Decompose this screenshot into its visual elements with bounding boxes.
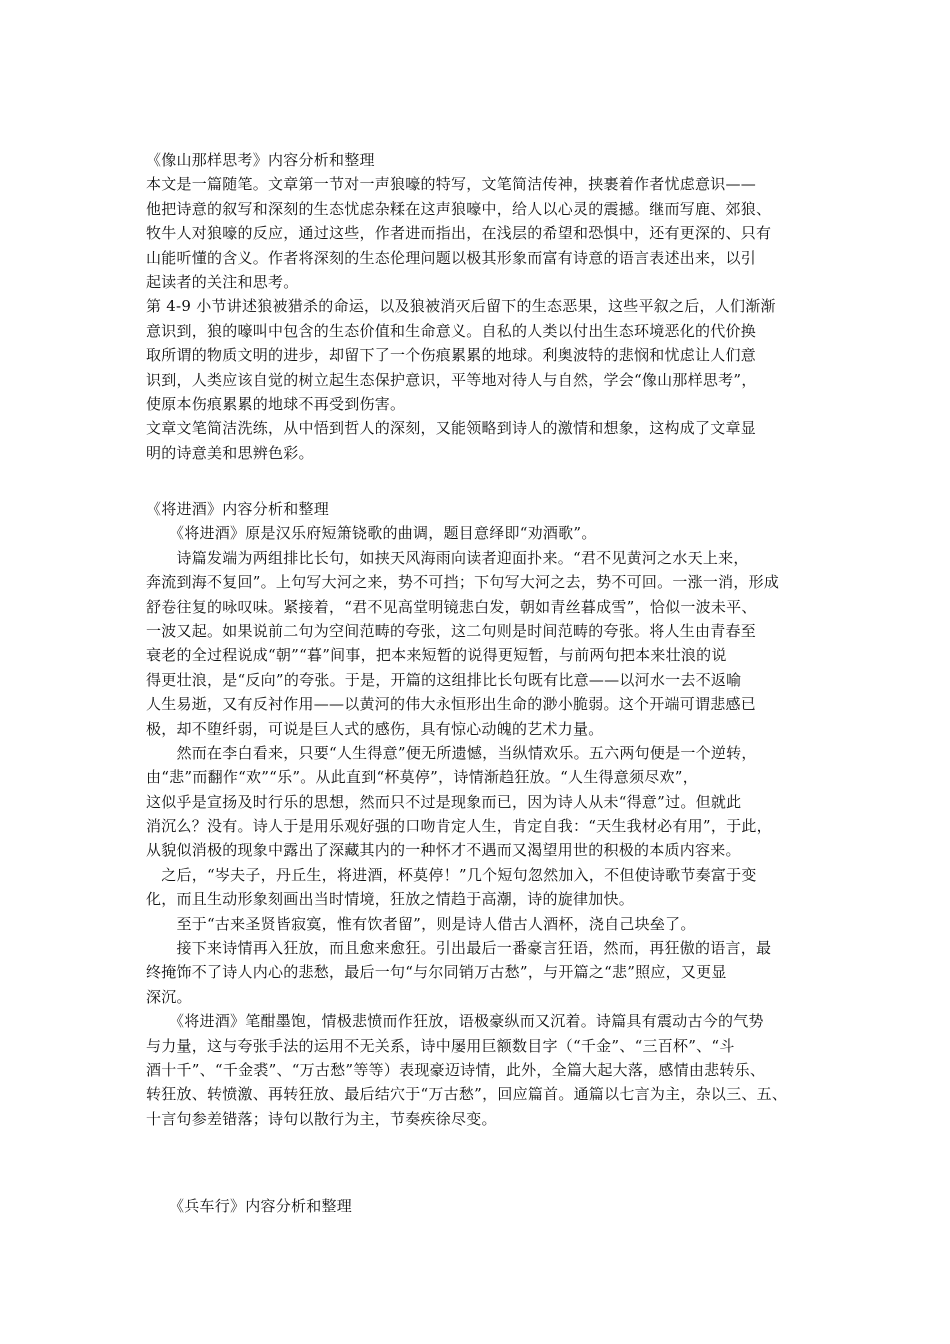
paragraph-line: 起读者的关注和思考。 [146, 272, 299, 291]
paragraph-line: 然而在李白看来，只要“人生得意”便无所遗憾，当纵情欢乐。五六两句便是一个逆转， [146, 743, 757, 762]
paragraph-line: 第 4-9 小节讲述狼被猎杀的命运，以及狼被消灭后留下的生态恶果，这些平叙之后，人们渐渐 [146, 297, 776, 316]
paragraph-line: 意识到，狼的嚎叫中包含的生态价值和生命意义。自私的人类以付出生态环境恶化的代价换 [146, 321, 757, 340]
paragraph-line: 山能听懂的含义。作者将深刻的生态伦理问题以极其形象而富有诗意的语言表述出来，以引 [146, 248, 757, 267]
paragraph-line: 衰老的全过程说成“朝”“暮”间事，把本来短暂的说得更短暂，与前两句把本来壮浪的说 [146, 646, 727, 665]
paragraph-line: 奔流到海不复回”。上句写大河之来，势不可挡；下句写大河之去，势不可回。一涨一消，形成 [146, 573, 780, 592]
section-xiang-shan [146, 148, 806, 465]
paragraph-line: 《将进酒》原是汉乐府短箫铙歌的曲调，题目意绎即“劝酒歌”。 [146, 524, 597, 543]
paragraph-line: 明的诗意美和思辨色彩。 [146, 443, 314, 462]
paragraph-line: 牧牛人对狼嚎的反应，通过这些，作者进而指出，在浅层的希望和恐惧中，还有更深的、只有 [146, 224, 772, 243]
paragraph-line: 这似乎是宣扬及时行乐的思想，然而只不过是现象而已，因为诗人从未“得意”过。但就此 [146, 792, 742, 811]
paragraph-line: 文章文笔简洁洗练，从中悟到哲人的深刻，又能领略到诗人的激情和想象，这构成了文章显 [146, 419, 757, 438]
paragraph-line: 消沉么？没有。诗人于是用乐观好强的口吻肯定人生，肯定自我：“天生我材必有用”，于此， [146, 817, 772, 836]
section-title: 《将进酒》内容分析和整理 [146, 500, 330, 518]
paragraph-line: 化，而且生动形象刻画出当时情境，狂放之情趋于高潮，诗的旋律加快。 [146, 890, 635, 909]
paragraph-line: 十言句参差错落；诗句以散行为主，节奏疾徐尽变。 [146, 1109, 497, 1128]
paragraph-line: 识到，人类应该自觉的树立起生态保护意识，平等地对待人与自然，学会“像山那样思考”， [146, 370, 757, 389]
paragraph-line: 转狂放、转愤激、再转狂放、最后结穴于“万古愁”，回应篇首。通篇以七言为主，杂以三、五、 [146, 1085, 788, 1104]
paragraph-line: 至于“古来圣贤皆寂寞，惟有饮者留”，则是诗人借古人酒杯，浇自己块垒了。 [146, 914, 696, 933]
paragraph-line: 深沉。 [146, 987, 192, 1006]
paragraph-line: 一波又起。如果说前二句为空间范畴的夸张，这二句则是时间范畴的夸张。将人生由青春至 [146, 621, 757, 640]
paragraph-line: 接下来诗情再入狂放，而且愈来愈狂。引出最后一番豪言狂语，然而，再狂傲的语言，最 [146, 939, 772, 958]
paragraph-line: 得更壮浪，是“反向”的夸张。于是，开篇的这组排比长句既有比意——以河水一去不返喻 [146, 670, 742, 689]
paragraph-line: 之后，“岑夫子，丹丘生，将进酒，杯莫停！”几个短句忽然加入，不但使诗歌节奏富于变 [146, 865, 757, 884]
paragraph-line: 《将进酒》笔酣墨饱，情极悲愤而作狂放，语极豪纵而又沉着。诗篇具有震动古今的气势 [146, 1012, 764, 1031]
paragraph-line: 酒十千”、“千金裘”、“万古愁”等等）表现豪迈诗情，此外，全篇大起大落，感情由悲转乐、 [146, 1060, 766, 1079]
paragraph-line: 他把诗意的叙写和深刻的生态忧虑杂糅在这声狼嚎中，给人以心灵的震撼。继而写鹿、郊狼、 [146, 199, 772, 218]
paragraph-line: 从貌似消极的现象中露出了深藏其内的一种怀才不遇而又渴望用世的积极的本质内容来。 [146, 841, 741, 860]
paragraph-line: 本文是一篇随笔。文章第一节对一声狼嚎的特写，文笔简洁传神，挟裹着作者忧虑意识—— [146, 175, 757, 194]
paragraph-line: 与力量，这与夸张手法的运用不无关系，诗中屡用巨额数目字（“千金”、“三百杯”、“斗 [146, 1036, 735, 1055]
paragraph-line: 极，却不堕纤弱，可说是巨人式的感伤，具有惊心动魄的艺术力量。 [146, 719, 604, 738]
section-jiang-jin-jiu [146, 497, 806, 1131]
paragraph-line: 由“悲”而翻作“欢”“乐”。从此直到“杯莫停”，诗情渐趋狂放。“人生得意须尽欢”， [146, 768, 698, 787]
section-title: 《兵车行》内容分析和整理 [146, 1197, 353, 1215]
paragraph-line: 诗篇发端为两组排比长句，如挟天风海雨向读者迎面扑来。“君不见黄河之水天上来， [146, 548, 749, 567]
paragraph-line: 使原本伤痕累累的地球不再受到伤害。 [146, 394, 406, 413]
section-bing-che-xing [146, 1194, 806, 1218]
section-title: 《像山那样思考》内容分析和整理 [146, 151, 375, 169]
paragraph-line: 人生易逝，又有反衬作用——以黄河的伟大永恒形出生命的渺小脆弱。这个开端可谓悲感已 [146, 695, 757, 714]
paragraph-line: 终掩饰不了诗人内心的悲愁，最后一句“与尔同销万古愁”，与开篇之“悲”照应，又更显 [146, 963, 727, 982]
paragraph-line: 取所谓的物质文明的进步，却留下了一个伤痕累累的地球。利奥波特的悲悯和忧虑让人们意 [146, 346, 757, 365]
paragraph-line: 舒卷往复的咏叹味。紧接着，“君不见高堂明镜悲白发，朝如青丝暮成雪”，恰似一波未平、 [146, 597, 757, 616]
